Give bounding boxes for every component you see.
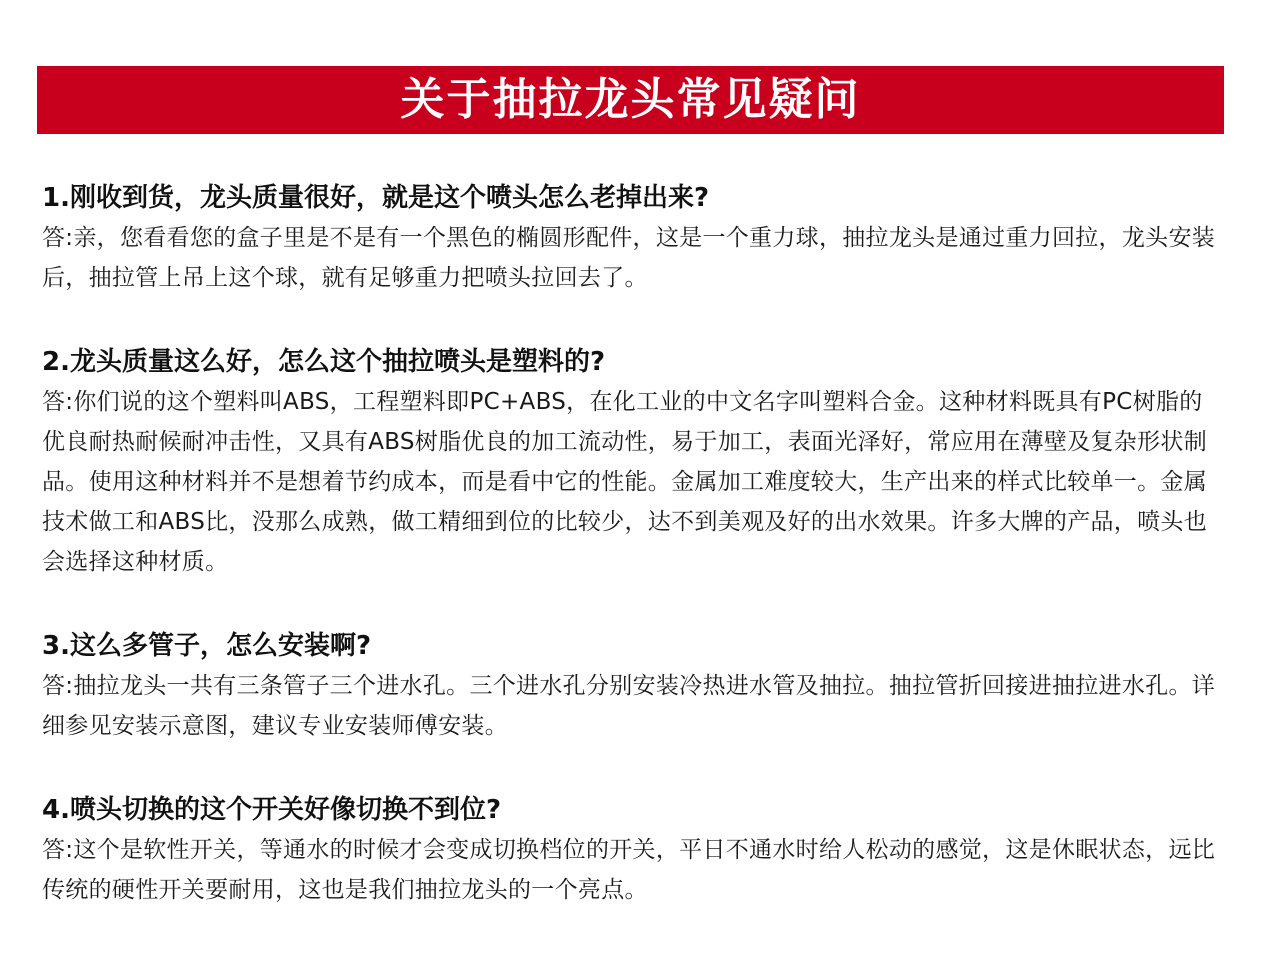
faq-answer-1: 答:亲，您看看您的盒子里是不是有一个黑色的椭圆形配件，这是一个重力球，抽拉龙头是通过重力回拉，龙头安装后，抽拉管上吊上这个球，就有足够重力把喷头拉回去了。 xyxy=(42,225,1216,291)
page-title: 关于抽拉龙头常见疑问 xyxy=(400,74,861,125)
faq-list xyxy=(42,178,1222,910)
faq-answer-4: 答:这个是软性开关，等通水的时候才会变成切换档位的开关，平日不通水时给人松动的感觉，这是休眠状态，远比传统的硬性开关要耐用，这也是我们抽拉龙头的一个亮点。 xyxy=(42,837,1216,903)
faq-question-1: 1.刚收到货，龙头质量很好，就是这个喷头怎么老掉出来? xyxy=(42,183,710,213)
title-banner xyxy=(37,66,1224,134)
faq-question-3: 3.这么多管子，怎么安装啊? xyxy=(42,631,372,661)
faq-answer-3: 答:抽拉龙头一共有三条管子三个进水孔。三个进水孔分别安装冷热进水管及抽拉。抽拉管折回接进抽拉进水孔。详细参见安装示意图，建议专业安装师傅安装。 xyxy=(42,673,1216,739)
faq-item-2 xyxy=(42,342,1222,582)
faq-item-4 xyxy=(42,790,1222,910)
faq-answer-2: 答:你们说的这个塑料叫ABS，工程塑料即PC+ABS，在化工业的中文名字叫塑料合金。这种材料既具有PC树脂的优良耐热耐候耐冲击性，又具有ABS树脂优良的加工流动性，易于加工，表面光泽好，常应用在薄壁及复杂形状制品。使用这种材料并不是想着节约成本，而是看中它的性能。金属加工难度较大，生产出来的样式比较单一。金属技术做工和ABS比，没那么成熟，做工精细到位的比较少，达不到美观及好的出水效果。许多大牌的产品，喷头也会选择这种材质。 xyxy=(42,389,1208,575)
faq-question-2: 2.龙头质量这么好，怎么这个抽拉喷头是塑料的? xyxy=(42,347,606,377)
faq-item-3 xyxy=(42,626,1222,746)
faq-item-1 xyxy=(42,178,1222,298)
faq-question-4: 4.喷头切换的这个开关好像切换不到位? xyxy=(42,795,502,825)
